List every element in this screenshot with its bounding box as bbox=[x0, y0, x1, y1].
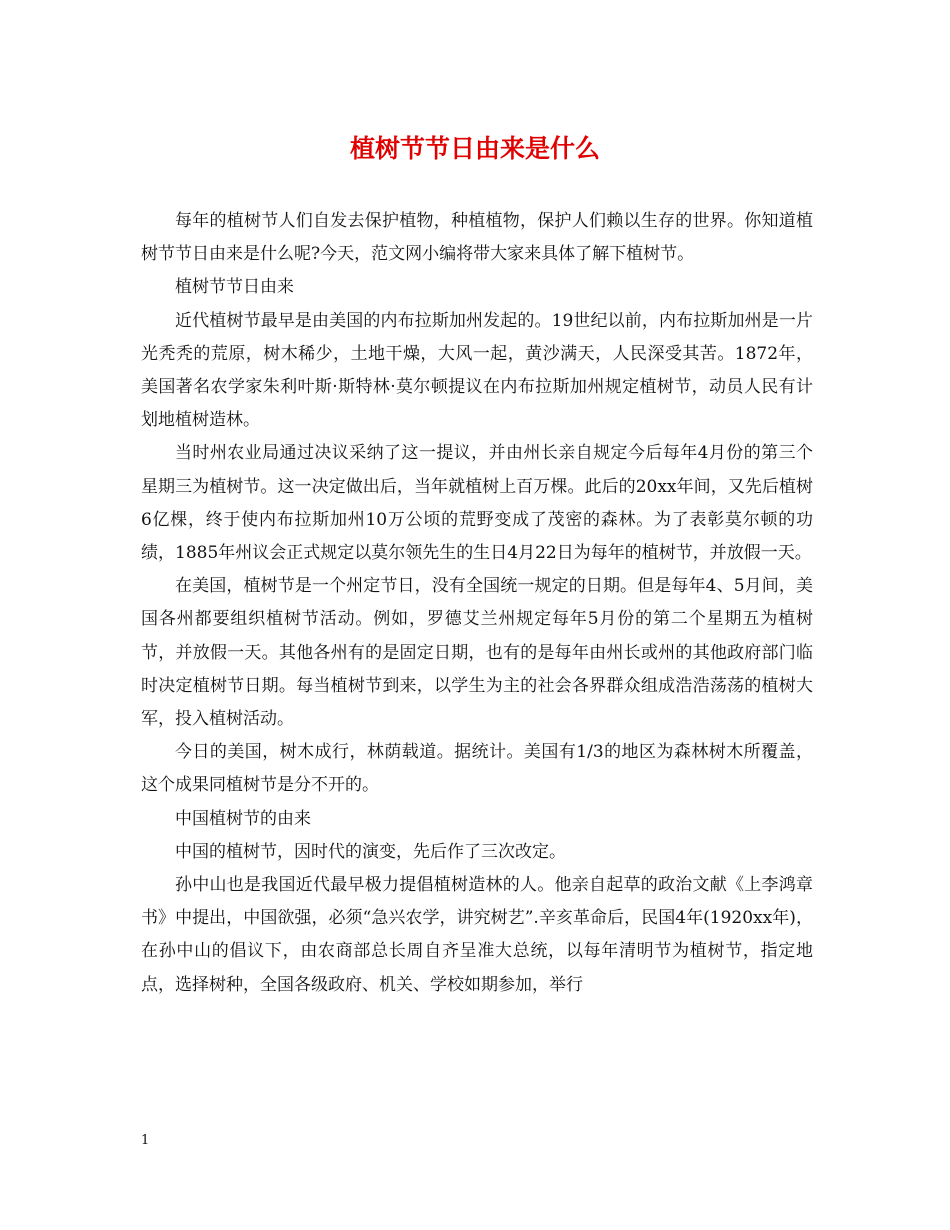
page-number: 1 bbox=[141, 1133, 150, 1148]
section-heading-china: 中国植树节的由来 bbox=[175, 808, 311, 829]
paragraph-resolution: 当时州农业局通过决议采纳了这一提议，并由州长亲自规定今后每年4月份的第三个星期三为植树节。这一决定做出后，当年就植树上百万棵。此后的20xx年间，又先后植树6亿棵，终于使内布拉斯加州10万公顷的荒野变成了茂密的森林。为了表彰莫尔顿的功绩，1885年州议会正式规定以莫尔领先生的生日4月22日为每年的植树节，并放假一天。 bbox=[141, 443, 813, 564]
paragraph-usa-states: 在美国，植树节是一个州定节日，没有全国统一规定的日期。但是每年4、5月间，美国各州都要组织植树节活动。例如，罗德艾兰州规定每年5月份的第二个星期五为植树节，并放假一天。其他各州有的是固定日期，也有的是每年由州长或州的其他政府部门临时决定植树节日期。每当植树节到来，以学生为主的社会各界群众组成浩浩荡荡的植树大军，投入植树活动。 bbox=[141, 576, 813, 730]
section-heading-origin: 植树节节日由来 bbox=[175, 277, 294, 298]
paragraph-usa-today: 今日的美国，树木成行，林荫载道。据统计。美国有1/3的地区为森林树木所覆盖，这个成果同植树节是分不开的。 bbox=[141, 742, 813, 796]
document-body bbox=[141, 205, 813, 1002]
paragraph-sun-yat-sen: 孙中山也是我国近代最早极力提倡植树造林的人。他亲自起草的政治文献《上李鸿章书》中提出，中国欲强，必须“急兴农学，讲究树艺”.辛亥革命后，民国4年(1920xx年)，在孙中山的倡议下，由农商部总长周自齐呈准大总统，以每年清明节为植树节，指定地点，选择树种，全国各级政府、机关、学校如期参加，举行 bbox=[141, 875, 813, 995]
paragraph-nebraska: 近代植树节最早是由美国的内布拉斯加州发起的。19世纪以前，内布拉斯加州是一片光秃秃的荒原，树木稀少，土地干燥，大风一起，黄沙满天，人民深受其苦。1872年，美国著名农学家朱利叶斯·斯特林·莫尔顿提议在内布拉斯加州规定植树节，动员人民有计划地植树造林。 bbox=[141, 310, 813, 431]
paragraph-intro: 每年的植树节人们自发去保护植物，种植植物，保护人们赖以生存的世界。你知道植树节节日由来是什么呢?今天，范文网小编将带大家来具体了解下植树节。 bbox=[141, 211, 813, 265]
document-title: 植树节节日由来是什么 bbox=[349, 134, 600, 163]
paragraph-china-changes: 中国的植树节，因时代的演变，先后作了三次改定。 bbox=[175, 841, 566, 862]
